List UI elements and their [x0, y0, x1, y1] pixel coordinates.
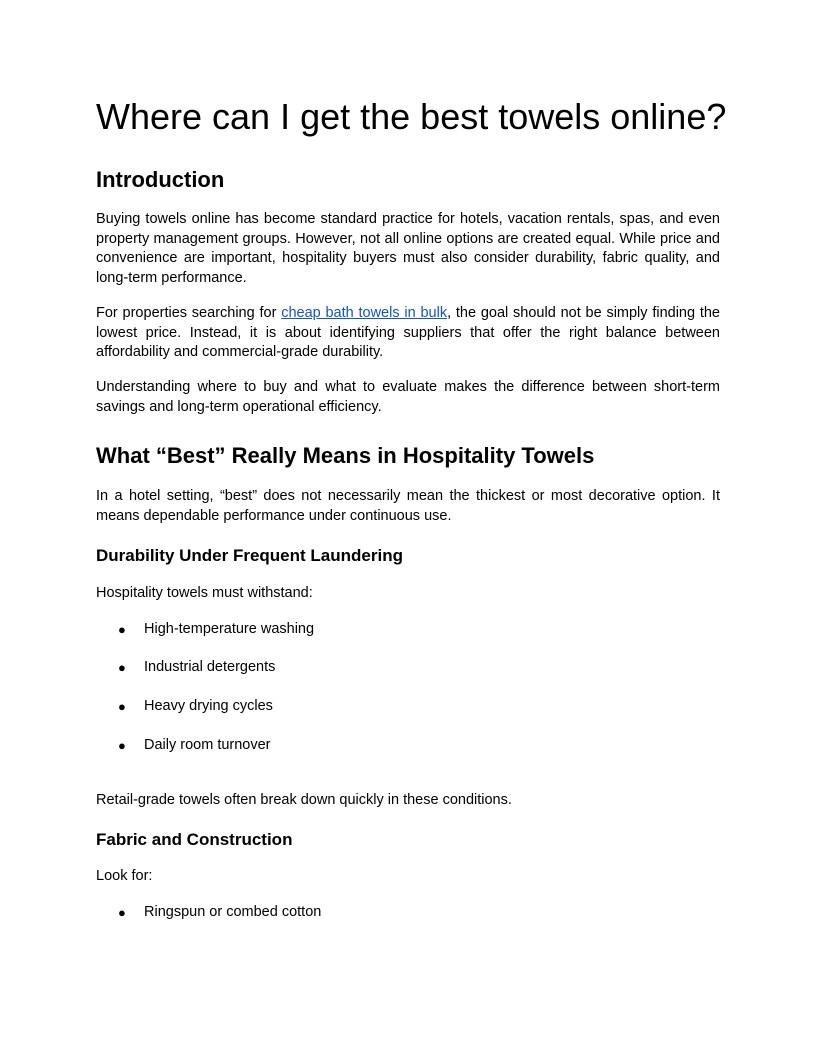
list-item — [96, 620, 720, 640]
durability-closing: Retail-grade towels often break down quickly in these conditions. — [96, 792, 512, 808]
intro-paragraph-2-end: , the goal should not be simply finding the lowest price. Instead, it is about identifying suppliers that offer the right balance between affordability and commercial-grade durability. — [96, 305, 720, 360]
list-item-text: High-temperature washing — [144, 621, 315, 637]
list-item-text: Industrial detergents — [144, 659, 276, 675]
intro-paragraph-2-start: For properties searching for — [96, 305, 282, 321]
fabric-lead: Look for: — [96, 868, 153, 884]
list-item-text: Heavy drying cycles — [144, 698, 273, 714]
introduction-heading: Introduction — [96, 167, 225, 192]
bullet-icon: ● — [118, 905, 126, 920]
best-meaning-paragraph: In a hotel setting, “best” does not necessarily mean the thickest or most decorative option. It means dependable performance under continuous use. — [96, 488, 720, 524]
bullet-icon: ● — [118, 699, 126, 714]
page-title: Where can I get the best towels online? — [96, 96, 727, 137]
intro-paragraph-1: Buying towels online has become standard practice for hotels, vacation rentals, spas, and even property management groups. However, not all online options are created equal. While price and convenience are important, hospitality buyers must also consider durability, fabric quality, and long-term performance. — [96, 211, 720, 286]
intro-paragraph-3: Understanding where to buy and what to evaluate makes the difference between short-term savings and long-term operational efficiency. — [96, 379, 720, 415]
list-item-text: Ringspun or combed cotton — [144, 904, 322, 920]
durability-lead: Hospitality towels must withstand: — [96, 585, 313, 601]
list-item — [96, 658, 720, 678]
list-item — [96, 697, 720, 717]
list-item — [96, 903, 720, 923]
list-item — [96, 736, 720, 756]
list-item-text: Daily room turnover — [144, 737, 271, 753]
bullet-icon: ● — [118, 738, 126, 753]
bullet-icon: ● — [118, 660, 126, 675]
durability-heading: Durability Under Frequent Laundering — [96, 546, 403, 565]
best-meaning-heading: What “Best” Really Means in Hospitality Towels — [96, 443, 595, 468]
bulk-towels-link[interactable]: cheap bath towels in bulk — [281, 305, 448, 321]
intro-paragraph-2 — [96, 304, 720, 363]
bullet-icon: ● — [118, 622, 126, 637]
fabric-heading: Fabric and Construction — [96, 830, 293, 849]
